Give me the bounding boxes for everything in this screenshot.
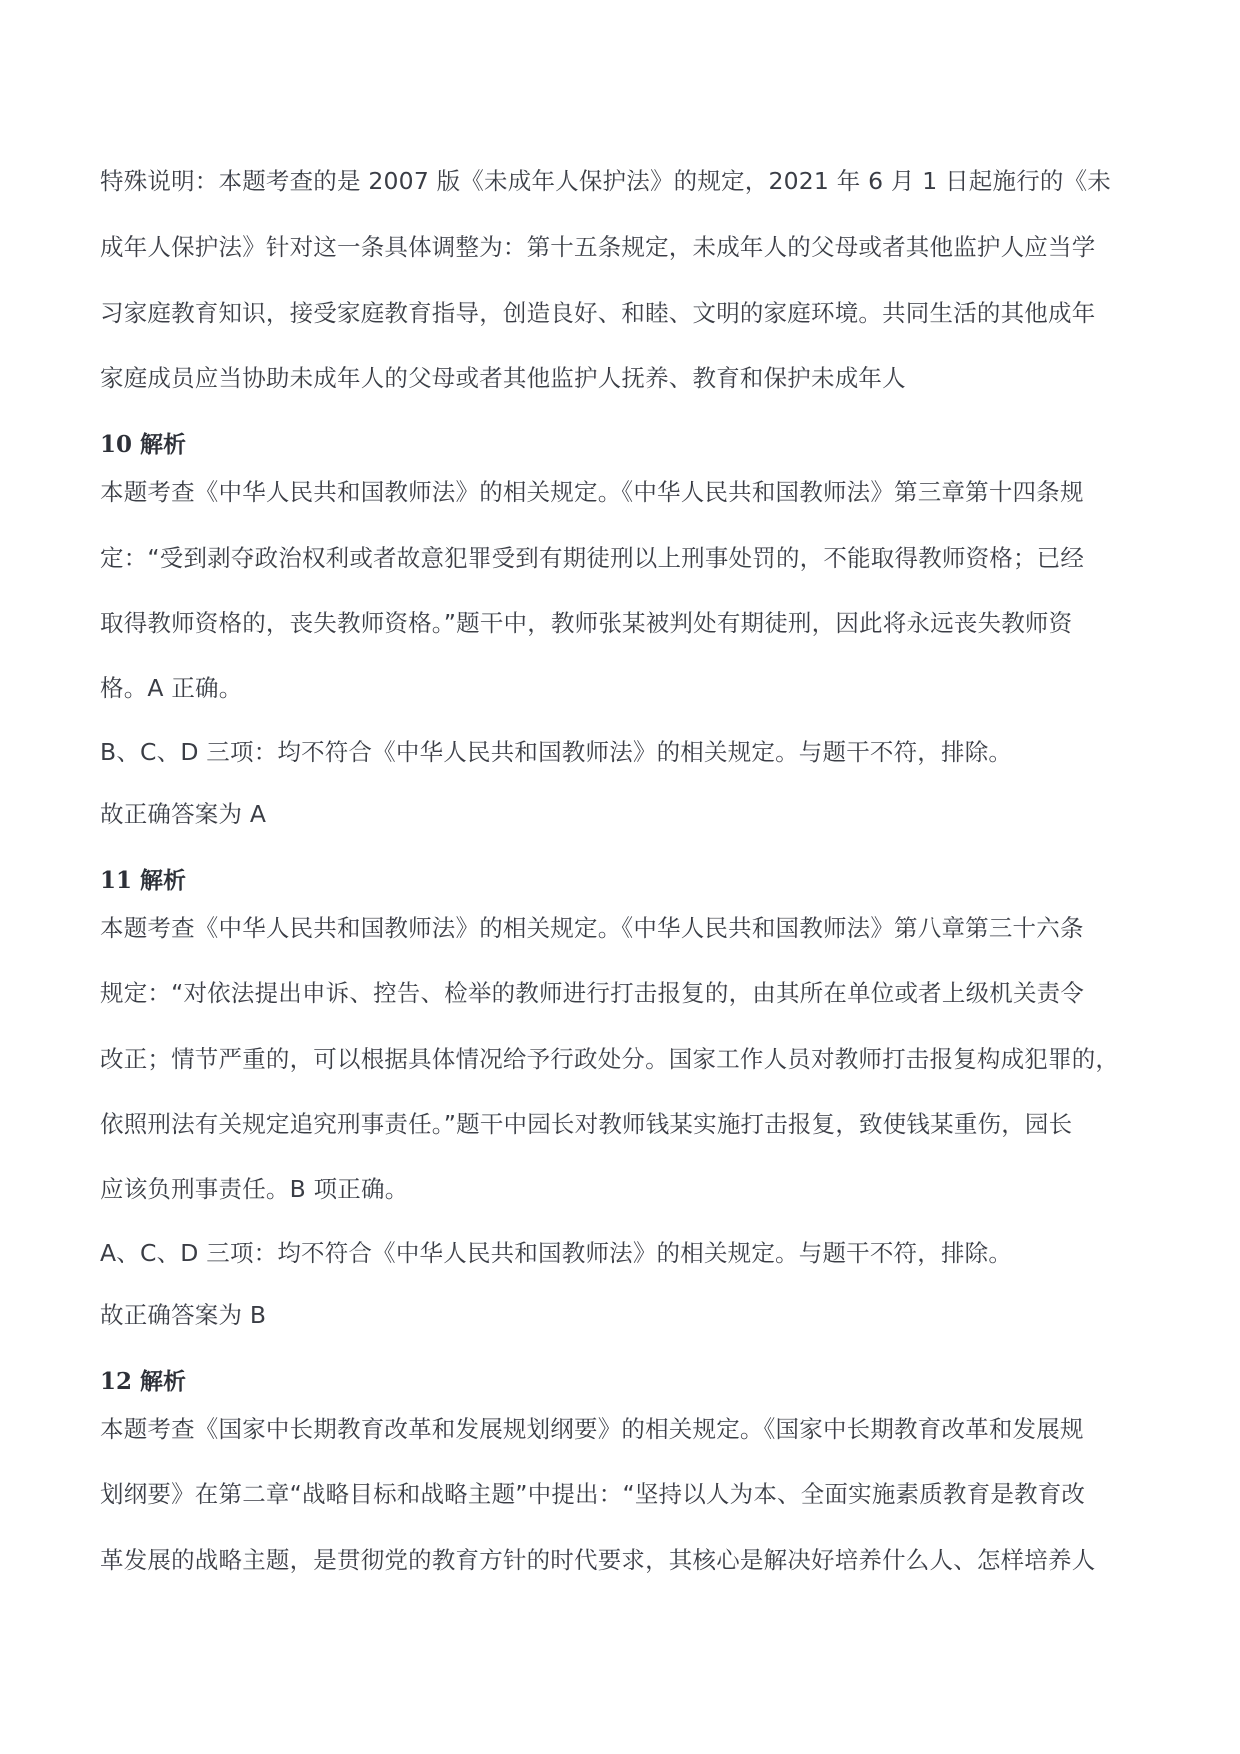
section-heading-12: 12 解析 — [100, 1368, 187, 1395]
q12-line: 划纲要》在第二章“战略目标和战略主题”中提出：“坚持以人为本、全面实施素质教育是教育改 — [100, 1480, 1086, 1508]
q11-line: 本题考查《中华人民共和国教师法》的相关规定。《中华人民共和国教师法》第八章第三十六条 — [100, 914, 1084, 942]
section-heading-10: 10 解析 — [100, 431, 187, 458]
intro-line: 特殊说明：本题考查的是 2007 版《未成年人保护法》的规定，2021 年 6 月 1 日起施行的《未 — [100, 167, 1112, 195]
q10-line: 定：“受到剥夺政治权利或者故意犯罪受到有期徒刑以上刑事处罚的，不能取得教师资格；已经 — [100, 544, 1085, 572]
intro-line: 家庭成员应当协助未成年人的父母或者其他监护人抚养、教育和保护未成年人 — [100, 364, 906, 392]
q10-line: 取得教师资格的，丧失教师资格。”题干中，教师张某被判处有期徒刑，因此将永远丧失教师资 — [100, 609, 1073, 637]
q12-line: 革发展的战略主题，是贯彻党的教育方针的时代要求，其核心是解决好培养什么人、怎样培养人 — [100, 1546, 1096, 1574]
q10-answer: 故正确答案为 A — [100, 800, 267, 828]
q11-answer: 故正确答案为 B — [100, 1301, 267, 1329]
q11-line: 应该负刑事责任。B 项正确。 — [100, 1175, 409, 1203]
q11-line: 规定：“对依法提出申诉、控告、检举的教师进行打击报复的，由其所在单位或者上级机关责令 — [100, 979, 1085, 1007]
q11-line: 依照刑法有关规定追究刑事责任。”题干中园长对教师钱某实施打击报复，致使钱某重伤，园长 — [100, 1110, 1073, 1138]
q11-line: A、C、D 三项：均不符合《中华人民共和国教师法》的相关规定。与题干不符，排除。 — [100, 1239, 1013, 1267]
intro-line: 习家庭教育知识，接受家庭教育指导，创造良好、和睦、文明的家庭环境。共同生活的其他成年 — [100, 299, 1096, 327]
q12-line: 本题考查《国家中长期教育改革和发展规划纲要》的相关规定。《国家中长期教育改革和发展规 — [100, 1415, 1084, 1443]
q10-line: 格。A 正确。 — [100, 674, 243, 702]
q10-line: B、C、D 三项：均不符合《中华人民共和国教师法》的相关规定。与题干不符，排除。 — [100, 738, 1013, 766]
q10-line: 本题考查《中华人民共和国教师法》的相关规定。《中华人民共和国教师法》第三章第十四条规 — [100, 478, 1084, 506]
section-heading-11: 11 解析 — [100, 867, 187, 894]
intro-line: 成年人保护法》针对这一条具体调整为：第十五条规定，未成年人的父母或者其他监护人应当学 — [100, 233, 1096, 261]
q11-line: 改正；情节严重的，可以根据具体情况给予行政处分。国家工作人员对教师打击报复构成犯罪的， — [100, 1045, 1120, 1073]
